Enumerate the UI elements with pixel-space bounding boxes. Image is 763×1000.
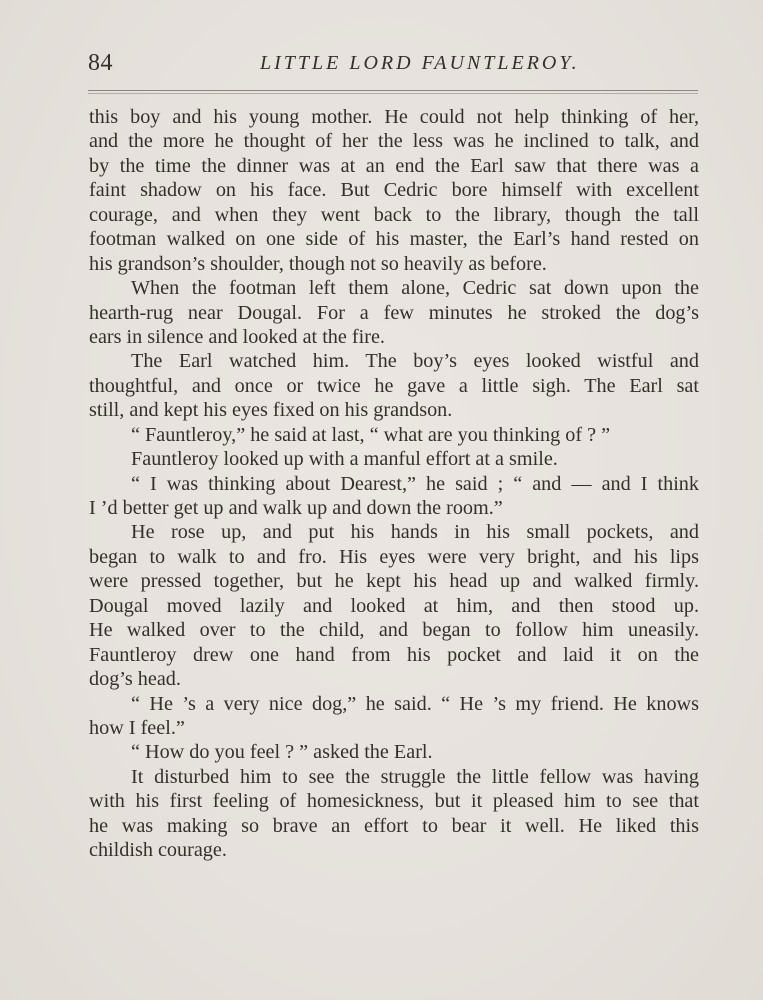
text-line: hearth-rug near Dougal. For a few minutes he stroked the dog’s <box>89 301 699 324</box>
text-line: He walked over to the child, and began to follow him uneasily. <box>89 619 699 642</box>
text-line: this boy and his young mother. He could not help thinking of her, <box>89 106 699 128</box>
running-title: LITTLE LORD FAUNTLEROY. <box>260 52 580 74</box>
text-line: “ He ’s a very nice dog,” he said. “ He ’s my friend. He knows <box>131 692 699 715</box>
text-line: I ’d better get up and walk up and down the room.” <box>89 497 503 519</box>
text-line: Fauntleroy drew one hand from his pocket and laid it on the <box>89 643 699 666</box>
text-line: his grandson’s shoulder, though not so heavily as before. <box>89 252 547 275</box>
text-line: Dougal moved lazily and looked at him, and then stood up. <box>89 594 699 617</box>
text-line: footman walked on one side of his master, the Earl’s hand rested on <box>89 228 699 251</box>
text-line: how I feel.” <box>89 716 185 739</box>
text-line: and the more he thought of her the less was he inclined to talk, and <box>89 130 699 153</box>
text-line: with his first feeling of homesickness, but it pleased him to see that <box>89 790 699 813</box>
page-number: 84 <box>88 50 113 76</box>
text-line: dog’s head. <box>89 668 181 691</box>
text-line: courage, and when they went back to the library, though the tall <box>89 203 699 226</box>
body-text <box>89 105 699 863</box>
text-line: still, and kept his eyes fixed on his grandson. <box>89 399 453 422</box>
text-line: thoughtful, and once or twice he gave a little sigh. The Earl sat <box>89 374 699 397</box>
text-line: It disturbed him to see the struggle the little fellow was having <box>131 765 699 788</box>
text-line: childish courage. <box>89 839 227 862</box>
header-rule <box>88 90 698 91</box>
text-line: “ Fauntleroy,” he said at last, “ what are you thinking of ? ” <box>131 423 611 446</box>
text-line: “ How do you feel ? ” asked the Earl. <box>131 741 433 764</box>
text-line: began to walk to and fro. His eyes were very bright, and his lips <box>89 545 699 568</box>
text-line: Fauntleroy looked up with a manful effort at a smile. <box>131 448 558 471</box>
text-line: were pressed together, but he kept his head up and walked firmly. <box>89 570 699 593</box>
text-line: by the time the dinner was at an end the Earl saw that there was a <box>89 154 699 177</box>
text-line: ears in silence and looked at the fire. <box>89 325 385 348</box>
text-line: he was making so brave an effort to bear it well. He liked this <box>89 814 699 837</box>
text-line: When the footman left them alone, Cedric sat down upon the <box>131 277 699 300</box>
text-line: The Earl watched him. The boy’s eyes looked wistful and <box>131 350 699 373</box>
page-header <box>88 50 698 80</box>
text-line: faint shadow on his face. But Cedric bore himself with excellent <box>89 179 699 202</box>
text-line: He rose up, and put his hands in his small pockets, and <box>131 521 699 544</box>
text-line: “ I was thinking about Dearest,” he said ; “ and — and I think <box>131 472 699 495</box>
header-rule-secondary <box>88 93 698 94</box>
